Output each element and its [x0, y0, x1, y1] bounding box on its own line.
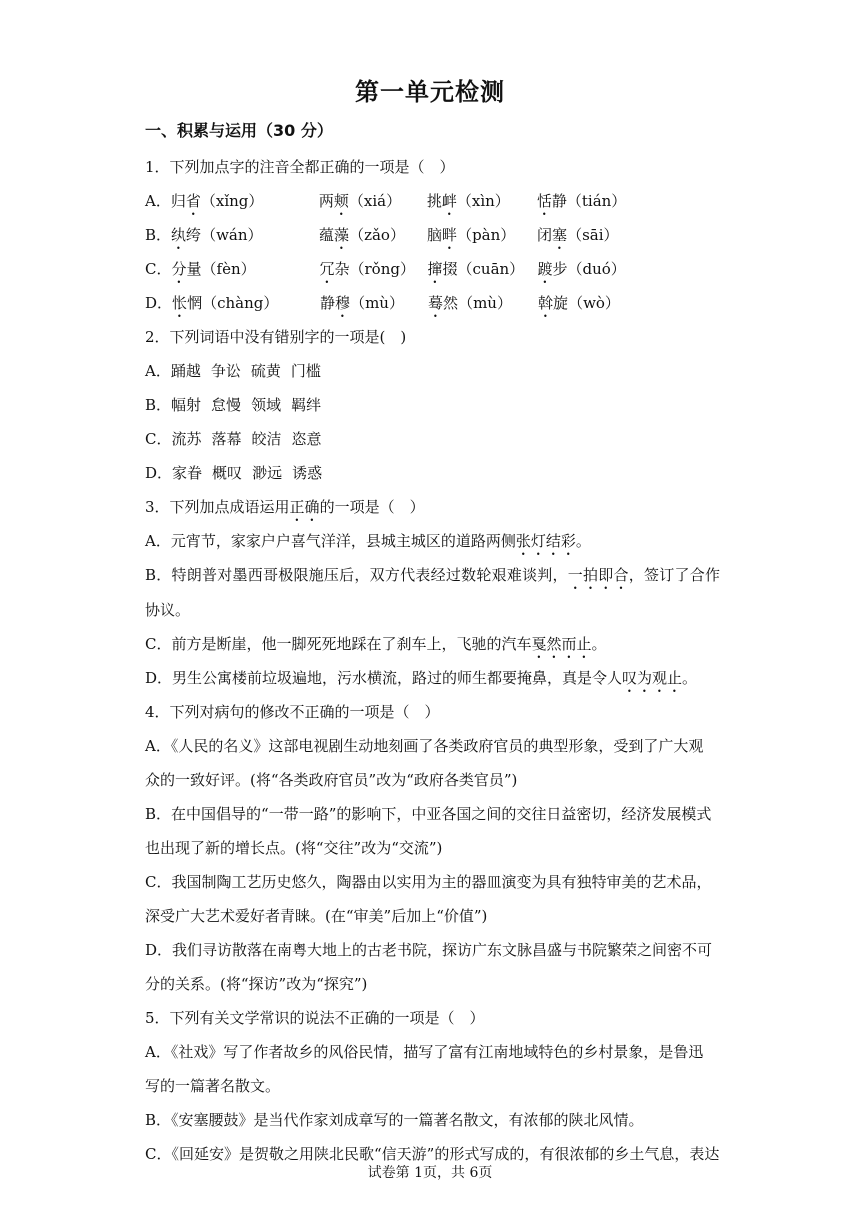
pinyin-item-dot: 纨 — [171, 226, 187, 244]
q3-option-b — [145, 558, 720, 627]
pinyin-item-pin: （wán） — [201, 226, 263, 244]
q3-d-pre: D．男生公寓楼前垃圾遍地，污水横流，路过的师生都要掩鼻，真是令人 — [145, 669, 623, 687]
pinyin-item-pin: （fèn） — [201, 260, 256, 278]
q3-c-idiom: 戛然而止 — [531, 635, 592, 653]
q4-option-c-line2: 深受广大艺术爱好者青睐。(在“审美”后加上“价值”) — [145, 907, 488, 925]
q3-a-idiom: 张灯结彩 — [515, 532, 576, 550]
pinyin-item-pin: （xǐng） — [200, 192, 264, 210]
q3-stem-post: 的一项是（ ） — [319, 498, 425, 516]
pinyin-item-post: 然 — [443, 294, 459, 312]
pinyin-item-pin: （mù） — [458, 294, 512, 312]
q2-options — [145, 354, 720, 490]
pinyin-item-dot: 畔 — [442, 226, 458, 244]
q2-option-row — [145, 388, 720, 422]
q3-option-d — [145, 661, 720, 695]
pinyin-item — [428, 286, 538, 321]
q3-b-pre: B．特朗普对墨西哥极限施压后，双方代表经过数轮艰难谈判， — [145, 566, 568, 584]
word: 概叹 — [212, 464, 243, 482]
q1-option-row — [145, 286, 720, 320]
word: 踊越 — [170, 362, 201, 380]
pinyin-item-dot: 塞 — [552, 226, 568, 244]
page-title: 第一单元检测 — [355, 78, 505, 106]
pinyin-item — [537, 184, 657, 219]
pinyin-item-dot: 穆 — [335, 294, 351, 312]
pinyin-item-pin: （cuān） — [457, 260, 525, 278]
q1-option-row — [145, 218, 720, 252]
pinyin-item — [171, 252, 319, 287]
q4-stem: 4．下列对病句的修改不正确的一项是（ ） — [145, 703, 440, 721]
pinyin-item-dot: 衅 — [441, 192, 457, 210]
pinyin-item-pin: （wò） — [568, 294, 620, 312]
pinyin-item — [537, 252, 657, 287]
section-heading: 一、积累与运用（30 分） — [145, 121, 333, 140]
word: 门槛 — [290, 362, 321, 380]
pinyin-item-post: 杂 — [334, 260, 350, 278]
q4-option-c-line1: C．我国制陶工艺历史悠久，陶器由以实用为主的器皿演变为具有独特审美的艺术品， — [145, 873, 712, 891]
pinyin-item-dot: 省 — [185, 192, 201, 210]
q2-option-row — [145, 422, 720, 456]
pinyin-item-pre: 挑 — [426, 192, 442, 210]
q1-stem: 1．下列加点字的注音全都正确的一项是（ ） — [145, 158, 455, 176]
q3-a-post: 。 — [575, 532, 591, 550]
q3-b-post: ，签订了合作协议。 — [145, 566, 720, 619]
word: 落幕 — [211, 430, 242, 448]
q3-c-post: 。 — [591, 635, 607, 653]
pinyin-item-pin: （sāi） — [567, 226, 619, 244]
pinyin-item-dot: 分 — [171, 260, 187, 278]
q3-option-c — [145, 627, 720, 661]
word: 诱惑 — [292, 464, 323, 482]
pinyin-item-pin: （duó） — [567, 260, 626, 278]
pinyin-item-dot: 冗 — [319, 260, 335, 278]
pinyin-item-pin: （chàng） — [202, 294, 279, 312]
q2-option-row — [145, 354, 720, 388]
pinyin-item-pre: 脑 — [427, 226, 443, 244]
pinyin-item-post: 量 — [186, 260, 202, 278]
q1-option-row — [145, 252, 720, 286]
word: 皎洁 — [251, 430, 282, 448]
q2-stem: 2．下列词语中没有错别字的一项是( ) — [145, 328, 407, 346]
pinyin-item-pin: （xiá） — [348, 192, 402, 210]
q3-stem-pre: 3．下列加点成语运用 — [145, 498, 290, 516]
q4-option-d-line2: 分的关系。(将“探访”改为“探究”) — [145, 975, 368, 993]
pinyin-item — [427, 252, 537, 287]
pinyin-item-pin: （rǒng） — [349, 260, 415, 278]
option-label: D． — [145, 464, 173, 482]
pinyin-item-dot: 恬 — [536, 192, 552, 210]
option-label: C． — [145, 430, 172, 448]
option-label: D． — [145, 294, 173, 312]
pinyin-item-post: 掇 — [442, 260, 458, 278]
word: 家眷 — [172, 464, 203, 482]
pinyin-item-post: 静 — [551, 192, 567, 210]
pinyin-item — [171, 218, 319, 253]
q1-options — [145, 184, 720, 320]
pinyin-item-pre: 蕴 — [319, 226, 335, 244]
pinyin-item-post: 惘 — [187, 294, 203, 312]
pinyin-item-pin: （tián） — [566, 192, 627, 210]
option-label: A． — [145, 362, 171, 380]
q4-option-a-line2: 众的一致好评。(将“各类政府官员”改为“政府各类官员”) — [145, 771, 518, 789]
q2-option-row — [145, 456, 720, 490]
q5-option-a-line1: A．《社戏》写了作者故乡的风俗民情，描写了富有江南地域特色的乡村景象，是鲁迅 — [145, 1043, 704, 1061]
q3-a-pre: A．元宵节，家家户户喜气洋洋，县城主城区的道路两侧 — [145, 532, 516, 550]
q3-option-a — [145, 524, 720, 558]
pinyin-item-pin: （xìn） — [456, 192, 510, 210]
word: 流苏 — [171, 430, 202, 448]
q4-option-b-line1: B．在中国倡导的“一带一路”的影响下，中亚各国之间的交往日益密切，经济发展模式 — [145, 805, 712, 823]
word: 争讼 — [210, 362, 241, 380]
pinyin-item-dot: 斡 — [538, 294, 554, 312]
question-content — [145, 150, 720, 1171]
pinyin-item-post: 步 — [552, 260, 568, 278]
word: 渺远 — [252, 464, 283, 482]
option-label: A． — [145, 192, 171, 210]
pinyin-item — [319, 184, 427, 219]
q4-option-d-line1: D．我们寻访散落在南粤大地上的古老书院，探访广东文脉昌盛与书院繁荣之间密不可 — [145, 941, 713, 959]
pinyin-item-dot: 颊 — [333, 192, 349, 210]
pinyin-item — [172, 286, 320, 321]
q3-stem-dot: 正确 — [289, 498, 320, 516]
option-label: C． — [145, 260, 172, 278]
pinyin-item — [427, 218, 537, 253]
pinyin-item — [171, 184, 319, 219]
pinyin-item — [319, 252, 427, 287]
q5-stem: 5．下列有关文学常识的说法不正确的一项是（ ） — [145, 1009, 485, 1027]
pinyin-item-pre: 归 — [170, 192, 186, 210]
q3-b-idiom: 一拍即合 — [567, 566, 629, 584]
pinyin-item-pre: 两 — [318, 192, 334, 210]
q4-option-b-line2: 也出现了新的增长点。(将“交往”改为“交流”) — [145, 839, 443, 857]
pinyin-item-pin: （zǎo） — [349, 226, 405, 244]
q5-option-b: B．《安塞腰鼓》是当代作家刘成章写的一篇著名散文，有浓郁的陕北风情。 — [145, 1111, 644, 1129]
pinyin-item — [538, 286, 658, 321]
q4-option-a-line1: A．《人民的名义》这部电视剧生动地刻画了各类政府官员的典型形象，受到了广大观 — [145, 737, 704, 755]
pinyin-item-dot: 藻 — [334, 226, 350, 244]
option-label: B． — [145, 226, 172, 244]
q5-option-a-line2: 写的一篇著名散文。 — [145, 1077, 281, 1095]
pinyin-item-post: 绔 — [186, 226, 202, 244]
word: 硫黄 — [250, 362, 281, 380]
word: 领域 — [251, 396, 282, 414]
word: 羁绊 — [291, 396, 322, 414]
pinyin-item-post: 旋 — [553, 294, 569, 312]
q3-c-pre: C．前方是断崖，他一脚死死地踩在了刹车上，飞驰的汽车 — [145, 635, 532, 653]
q3-d-post: 。 — [682, 669, 698, 687]
pinyin-item-pin: （mù） — [350, 294, 404, 312]
pinyin-item-dot: 蓦 — [428, 294, 444, 312]
page-footer: 试卷第 1页，共 6页 — [367, 1165, 493, 1181]
option-label: B． — [145, 396, 172, 414]
q3-stem — [145, 490, 720, 524]
pinyin-item-dot: 踱 — [537, 260, 553, 278]
word: 恣意 — [291, 430, 322, 448]
q5-option-c-line1: C．《回延安》是贺敬之用陕北民歌“信天游”的形式写成的，有很浓郁的乡土气息，表达 — [145, 1145, 720, 1163]
pinyin-item-pre: 静 — [320, 294, 336, 312]
pinyin-item-dot: 撺 — [427, 260, 443, 278]
q3-d-idiom: 叹为观止 — [622, 669, 683, 687]
pinyin-item-dot: 怅 — [172, 294, 188, 312]
pinyin-item — [320, 286, 428, 321]
pinyin-item-pin: （pàn） — [457, 226, 516, 244]
pinyin-item — [319, 218, 427, 253]
pinyin-item-pre: 闭 — [537, 226, 553, 244]
pinyin-item — [537, 218, 657, 253]
word: 怠慢 — [211, 396, 242, 414]
pinyin-item — [427, 184, 537, 219]
q1-option-row — [145, 184, 720, 218]
word: 幅射 — [171, 396, 202, 414]
